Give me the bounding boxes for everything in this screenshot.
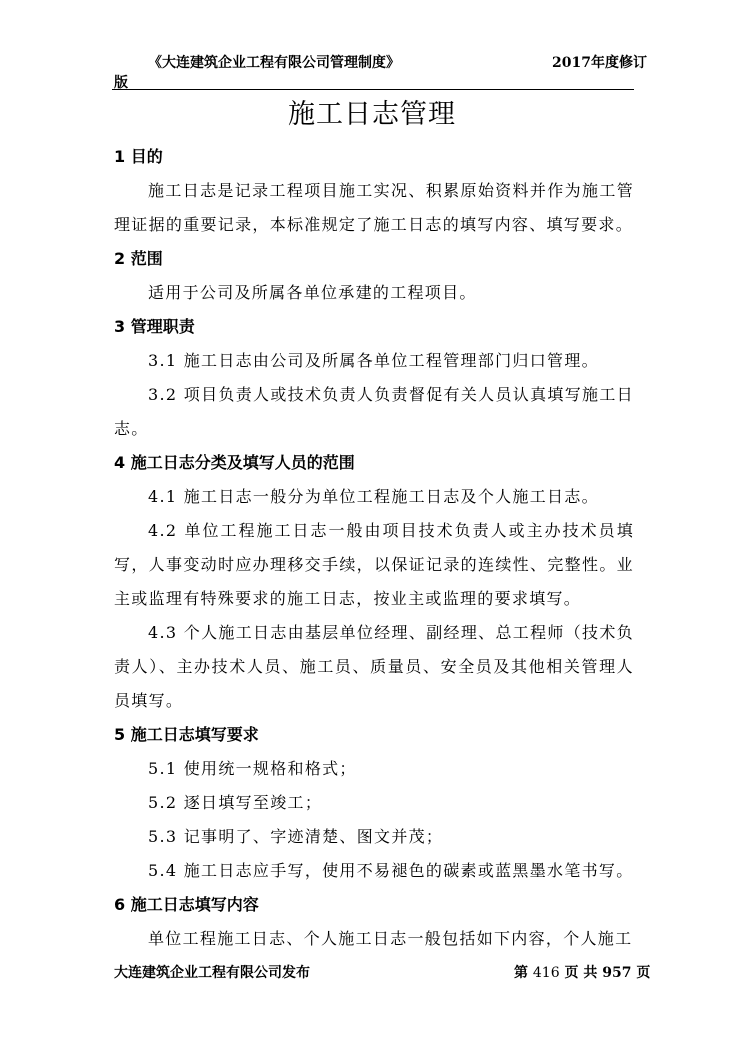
section-paragraph: 施工日志是记录工程项目施工实况、积累原始资料并作为施工管理证据的重要记录，本标准规定了施工日志的填写内容、填写要求。 [114,181,634,234]
section-paragraph: 适用于公司及所属各单位承建的工程项目。 [148,283,477,302]
section-paragraph: 5.4 施工日志应手写，使用不易褪色的碳素或蓝黑墨水笔书写。 [148,861,634,880]
section-paragraph: 5.1 使用统一规格和格式； [148,759,357,778]
header-edition-continued: 版 [114,75,128,91]
footer-page-mid: 页 共 [564,965,598,981]
section-paragraph: 5.3 记事明了、字迹清楚、图文并茂； [148,827,444,846]
section-paragraph: 3.1 施工日志由公司及所属各单位工程管理部门归口管理。 [148,351,599,370]
header-edition: 2017年度修订 [552,55,647,71]
section-heading-requirements: 5 施工日志填写要求 [114,725,259,744]
document-title: 施工日志管理 [288,99,456,130]
footer-publisher: 大连建筑企业工程有限公司发布 [114,965,310,981]
section-heading-classification: 4 施工日志分类及填写人员的范围 [114,453,355,472]
footer-page-prefix: 第 [514,965,528,981]
section-heading-scope: 2 范围 [114,249,163,268]
footer-page-total: 957 [602,965,632,981]
header-manual-title: 《大连建筑企业工程有限公司管理制度》 [148,55,400,71]
section-heading-purpose: 1 目的 [114,147,163,166]
section-paragraph: 单位工程施工日志、个人施工日志一般包括如下内容，个人施工 [148,929,633,948]
section-paragraph: 4.2 单位工程施工日志一般由项目技术负责人或主办技术员填写，人事变动时应办理移交手续，以保证记录的连续性、完整性。业主或监理有特殊要求的施工日志，按业主或监理的要求填写。 [114,521,634,608]
section-paragraph: 3.2 项目负责人或技术负责人负责督促有关人员认真填写施工日志。 [114,385,634,438]
section-paragraph: 5.2 逐日填写至竣工； [148,793,323,812]
section-heading-responsibilities: 3 管理职责 [114,317,195,336]
header-divider [112,89,634,90]
document-body [114,140,634,956]
section-paragraph: 4.1 施工日志一般分为单位工程施工日志及个人施工日志。 [148,487,599,506]
section-heading-content: 6 施工日志填写内容 [114,895,259,914]
footer-page-number: 416 [532,965,560,981]
section-paragraph: 4.3 个人施工日志由基层单位经理、副经理、总工程师（技术负责人）、主办技术人员、施工员、质量员、安全员及其他相关管理人员填写。 [114,623,634,710]
footer-page-info [514,962,650,982]
footer-page-suffix: 页 [636,965,651,981]
